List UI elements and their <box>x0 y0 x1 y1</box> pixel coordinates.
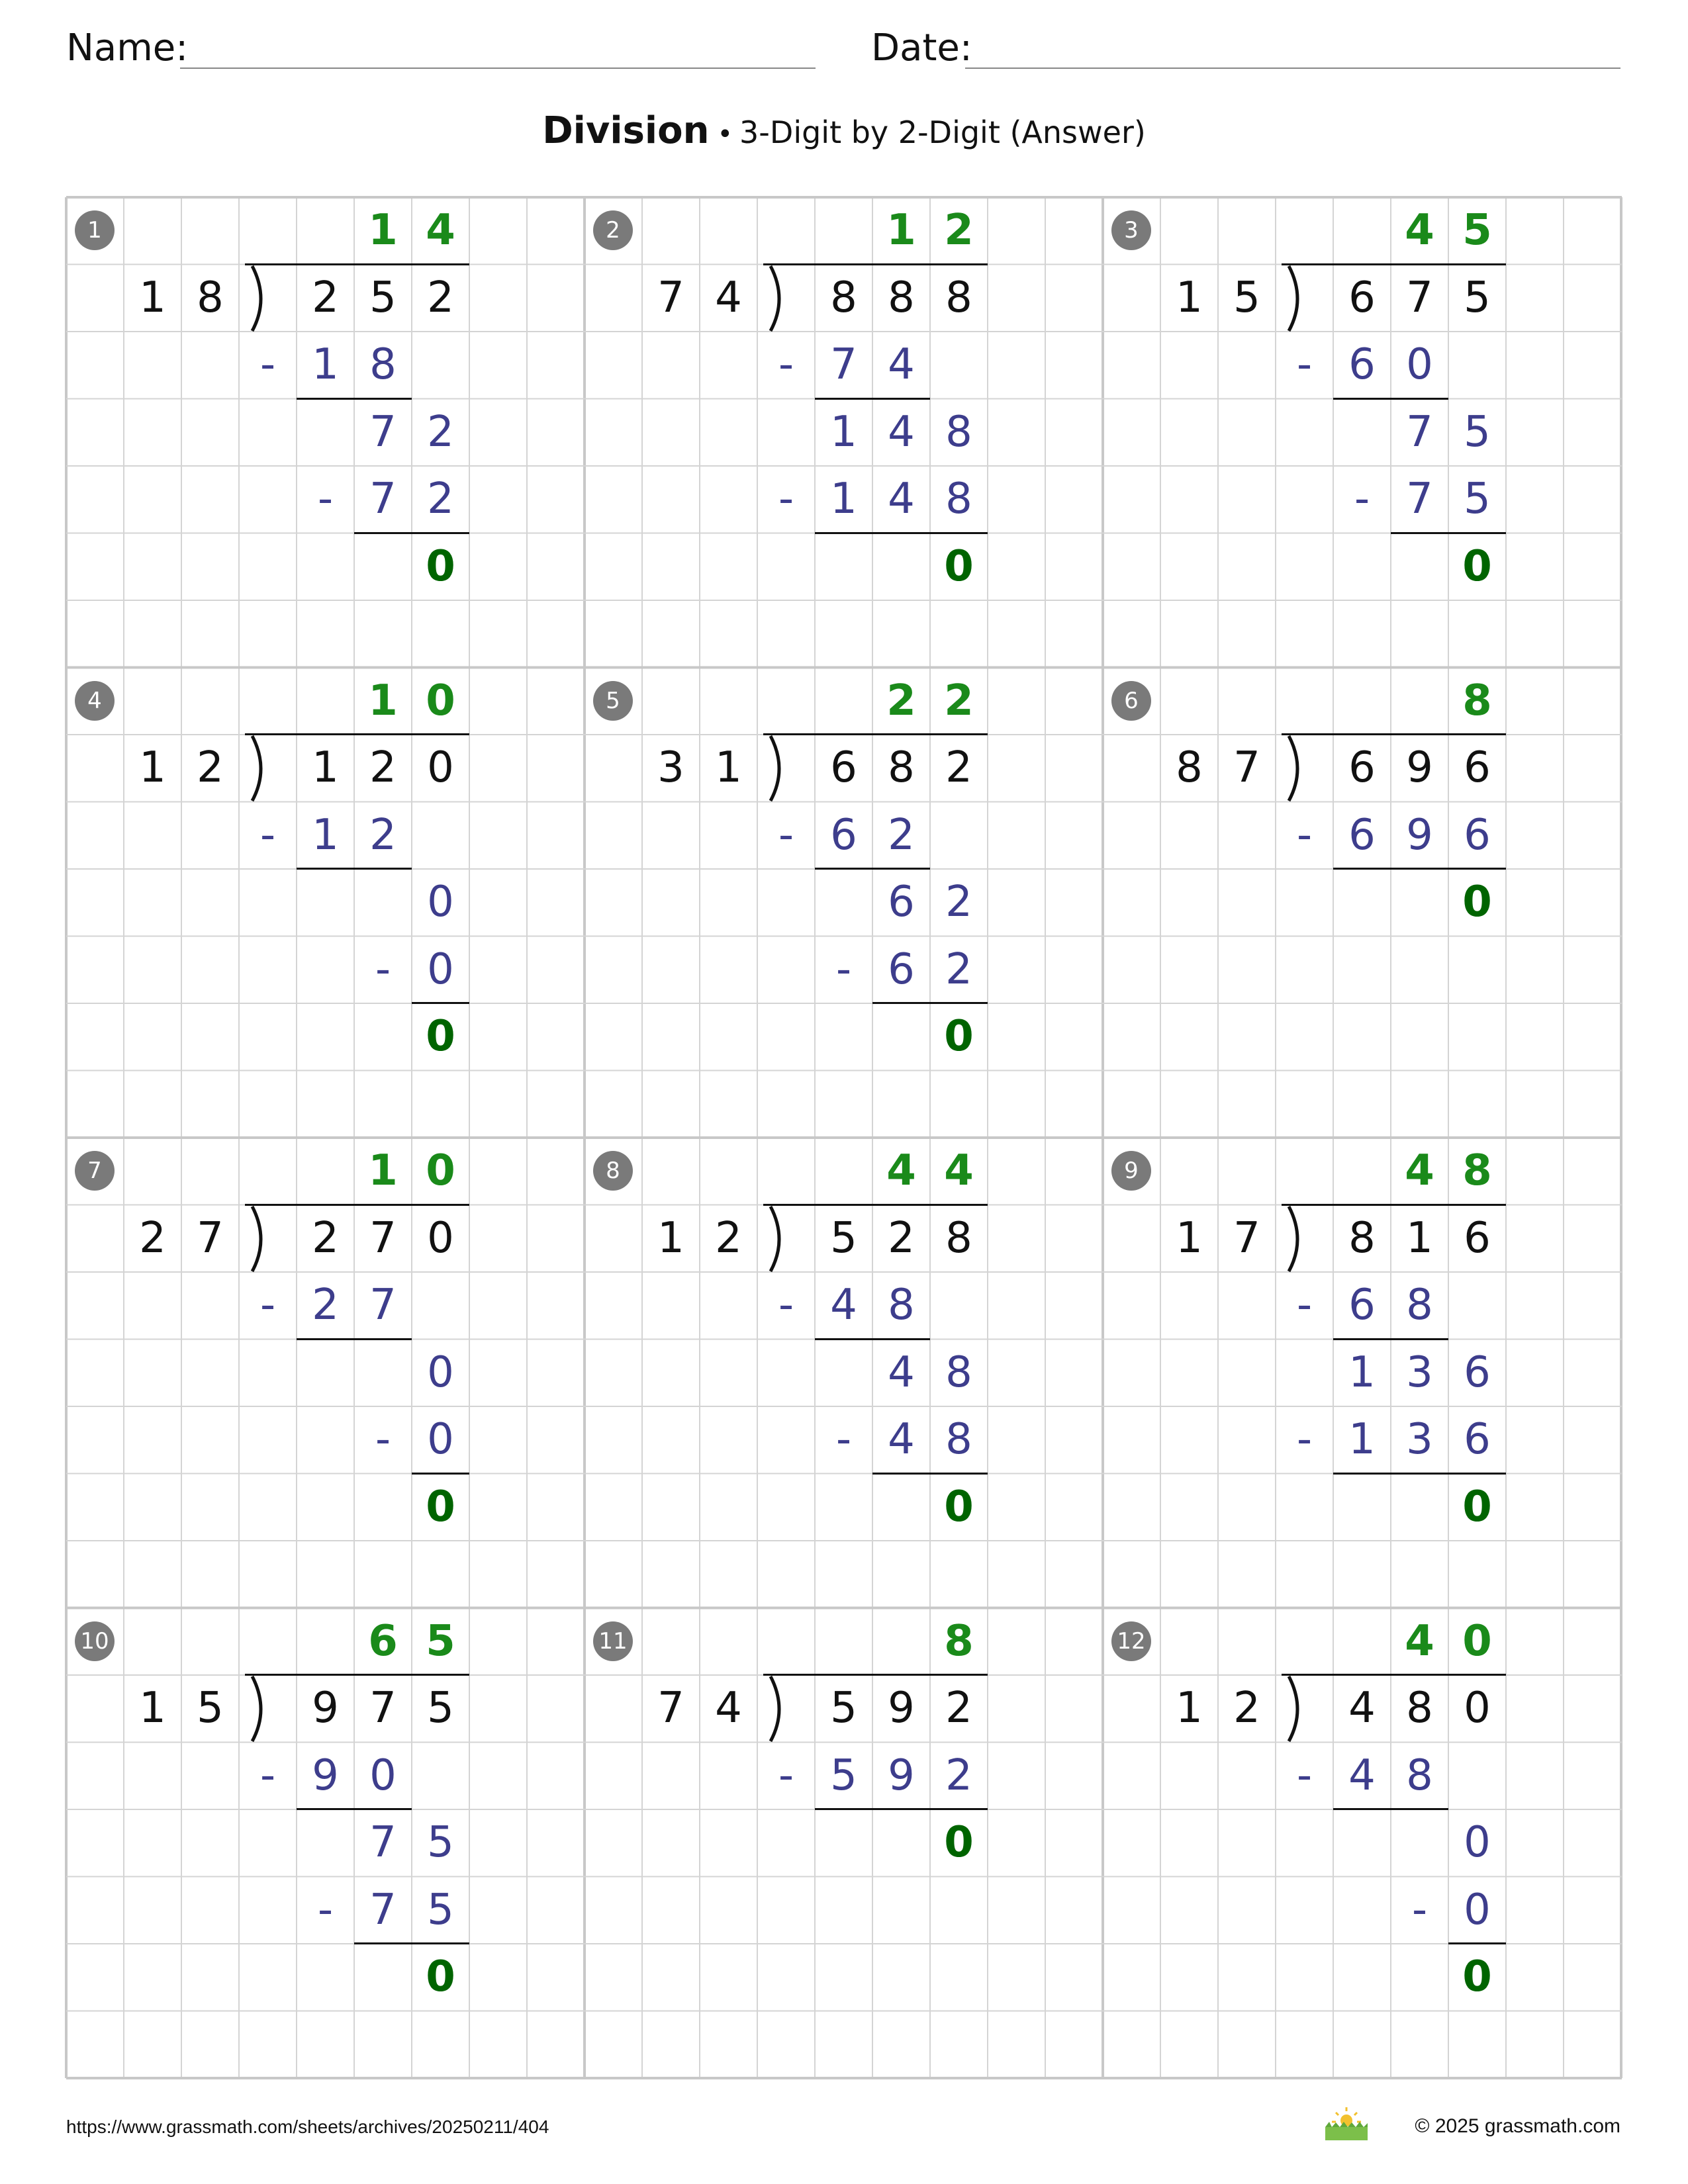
division-bracket-icon <box>248 1205 295 1274</box>
dividend-digit: 8 <box>888 743 915 792</box>
problem-number-badge: 11 <box>593 1621 633 1661</box>
final-remainder-digit: 0 <box>426 1012 455 1061</box>
division-bracket-icon <box>248 735 295 803</box>
minus-sign: - <box>778 1281 794 1330</box>
grass-sun-logo-icon <box>1323 2103 1370 2143</box>
problem-number-badge: 4 <box>75 681 115 721</box>
minus-sign: - <box>778 340 794 389</box>
subtrahend-digit: 0 <box>1464 1885 1491 1934</box>
minus-sign: - <box>835 944 852 994</box>
quotient-digit: 2 <box>944 676 974 725</box>
dividend-digit: 6 <box>1464 1213 1491 1263</box>
subtrahend-digit: 4 <box>888 340 915 389</box>
name-label: Name: <box>66 26 189 69</box>
division-bracket-curve <box>1289 736 1297 801</box>
partial-remainder-digit: 4 <box>888 407 915 457</box>
problem-number-badge: 12 <box>1111 1621 1151 1661</box>
title-separator: • <box>717 119 733 150</box>
subtrahend-digit: 1 <box>312 810 339 860</box>
minus-sign: - <box>1354 475 1370 523</box>
subtrahend-digit: 7 <box>369 475 397 523</box>
final-remainder-digit: 0 <box>1462 541 1492 591</box>
quotient-digit: 4 <box>1405 1616 1434 1666</box>
minus-sign: - <box>778 1751 794 1800</box>
subtrahend-digit: 9 <box>1406 810 1433 860</box>
title-subtitle: 3-Digit by 2-Digit (Answer) <box>739 114 1146 150</box>
dividend-digit: 1 <box>1406 1213 1433 1263</box>
divisor-digit: 2 <box>715 1213 742 1263</box>
minus-sign: - <box>835 1415 852 1464</box>
subtrahend-digit: 8 <box>1406 1281 1433 1330</box>
dividend-digit: 2 <box>945 1684 972 1733</box>
dividend-digit: 8 <box>945 1213 972 1263</box>
minus-sign: - <box>259 340 276 389</box>
subtrahend-digit: 2 <box>427 475 454 523</box>
subtrahend-digit: 4 <box>1348 1751 1376 1800</box>
dividend-digit: 2 <box>427 273 454 322</box>
division-bracket-curve <box>1289 1206 1297 1271</box>
date-label: Date: <box>871 26 972 69</box>
subtrahend-digit: 6 <box>1464 1415 1491 1464</box>
divisor-digit: 1 <box>715 743 742 792</box>
subtrahend-digit: 8 <box>888 1281 915 1330</box>
subtrahend-digit: 0 <box>369 1751 397 1800</box>
divisor-digit: 1 <box>1176 1213 1203 1263</box>
subtrahend-digit: 0 <box>1406 340 1433 389</box>
quotient-digit: 4 <box>1405 206 1434 255</box>
dividend-digit: 9 <box>1406 743 1433 792</box>
dividend-digit: 2 <box>312 1213 339 1263</box>
partial-remainder-digit: 5 <box>427 1818 454 1867</box>
dividend-digit: 1 <box>312 743 339 792</box>
division-bracket-icon <box>1285 1205 1331 1274</box>
final-remainder-digit: 0 <box>426 1482 455 1531</box>
subtrahend-digit: 5 <box>427 1885 454 1934</box>
minus-sign: - <box>317 475 334 523</box>
subtraction-line <box>1333 1808 1448 1810</box>
final-remainder-digit: 0 <box>1462 1952 1492 2001</box>
quotient-digit: 0 <box>426 1146 455 1195</box>
partial-remainder-digit: 3 <box>1406 1347 1433 1397</box>
footer-copyright: © 2025 grassmath.com <box>1415 2115 1620 2137</box>
partial-remainder-digit: 5 <box>1464 407 1491 457</box>
partial-remainder-digit: 0 <box>1464 1818 1491 1867</box>
minus-sign: - <box>778 475 794 523</box>
dividend-digit: 5 <box>830 1684 857 1733</box>
divisor-digit: 8 <box>197 273 224 322</box>
divisor-digit: 7 <box>657 273 684 322</box>
subtrahend-digit: 2 <box>945 1751 972 1800</box>
quotient-digit: 4 <box>886 1146 916 1195</box>
division-bracket-icon <box>1285 735 1331 803</box>
quotient-digit: 8 <box>1462 1146 1492 1195</box>
minus-sign: - <box>1296 810 1313 860</box>
subtrahend-digit: 8 <box>945 1415 972 1464</box>
divisor-digit: 1 <box>139 743 166 792</box>
division-bracket-icon <box>248 265 295 334</box>
partial-remainder-digit: 0 <box>427 878 454 927</box>
subtrahend-digit: 0 <box>427 1415 454 1464</box>
minus-sign: - <box>1411 1885 1428 1934</box>
quotient-digit: 4 <box>944 1146 974 1195</box>
subtrahend-digit: 8 <box>945 475 972 523</box>
divisor-digit: 4 <box>715 1684 742 1733</box>
partial-remainder-digit: 6 <box>1464 1347 1491 1397</box>
division-bracket-icon <box>767 1205 813 1274</box>
dividend-digit: 2 <box>888 1213 915 1263</box>
minus-sign: - <box>1296 340 1313 389</box>
divisor-digit: 1 <box>657 1213 684 1263</box>
division-bracket-curve <box>1289 1676 1297 1741</box>
subtrahend-digit: 7 <box>369 1281 397 1330</box>
partial-remainder-digit: 7 <box>1406 407 1433 457</box>
division-bracket-icon <box>767 735 813 803</box>
division-bracket-curve <box>771 1676 779 1741</box>
divisor-digit: 4 <box>715 273 742 322</box>
subtrahend-digit: 9 <box>312 1751 339 1800</box>
final-remainder-digit: 0 <box>1462 1482 1492 1531</box>
dividend-digit: 6 <box>830 743 857 792</box>
division-bracket-curve <box>252 1206 261 1271</box>
division-bracket-curve <box>252 1676 261 1741</box>
dividend-digit: 6 <box>1348 273 1376 322</box>
quotient-digit: 8 <box>944 1616 974 1666</box>
final-remainder-digit: 0 <box>944 1012 974 1061</box>
dividend-digit: 0 <box>1464 1684 1491 1733</box>
subtrahend-digit: 1 <box>1348 1415 1376 1464</box>
quotient-digit: 1 <box>368 206 398 255</box>
divisor-digit: 2 <box>139 1213 166 1263</box>
subtraction-line <box>297 1338 412 1340</box>
dividend-digit: 8 <box>1348 1213 1376 1263</box>
subtrahend-digit: 4 <box>888 1415 915 1464</box>
divisor-digit: 2 <box>197 743 224 792</box>
problem-number-badge: 10 <box>75 1621 115 1661</box>
title-main: Division <box>542 109 710 152</box>
minus-sign: - <box>259 810 276 860</box>
dividend-digit: 7 <box>369 1684 397 1733</box>
subtrahend-digit: 6 <box>830 810 857 860</box>
minus-sign: - <box>1296 1751 1313 1800</box>
divisor-digit: 7 <box>1233 1213 1260 1263</box>
final-remainder-digit: 0 <box>944 1818 974 1867</box>
division-bracket-icon <box>767 1675 813 1744</box>
quotient-digit: 5 <box>426 1616 455 1666</box>
dividend-digit: 9 <box>888 1684 915 1733</box>
divisor-digit: 3 <box>657 743 684 792</box>
footer-url[interactable]: https://www.grassmath.com/sheets/archives/20250211/404 <box>66 2116 549 2137</box>
subtraction-line <box>297 868 412 870</box>
division-bracket-curve <box>771 266 779 331</box>
partial-remainder-digit: 1 <box>1348 1347 1376 1397</box>
dividend-digit: 5 <box>427 1684 454 1733</box>
final-remainder-digit: 0 <box>1462 878 1492 927</box>
dividend-digit: 8 <box>1406 1684 1433 1733</box>
division-bracket-icon <box>1285 1675 1331 1744</box>
subtrahend-digit: 7 <box>830 340 857 389</box>
minus-sign: - <box>375 944 391 994</box>
problem-number-badge: 8 <box>593 1151 633 1191</box>
quotient-digit: 0 <box>1462 1616 1492 1666</box>
minus-sign: - <box>375 1415 391 1464</box>
dividend-digit: 4 <box>1348 1684 1376 1733</box>
dividend-digit: 6 <box>1464 743 1491 792</box>
dividend-digit: 2 <box>945 743 972 792</box>
subtrahend-digit: 1 <box>830 475 857 523</box>
subtrahend-digit: 6 <box>1464 810 1491 860</box>
minus-sign: - <box>259 1751 276 1800</box>
final-remainder-digit: 0 <box>426 541 455 591</box>
subtrahend-digit: 5 <box>1464 475 1491 523</box>
partial-remainder-digit: 2 <box>945 878 972 927</box>
dividend-digit: 6 <box>1348 743 1376 792</box>
problem-number-badge: 3 <box>1111 210 1151 250</box>
subtrahend-digit: 3 <box>1406 1415 1433 1464</box>
divisor-digit: 7 <box>1233 743 1260 792</box>
partial-remainder-digit: 1 <box>830 407 857 457</box>
subtrahend-digit: 7 <box>369 1885 397 1934</box>
dividend-digit: 0 <box>427 743 454 792</box>
divisor-digit: 7 <box>197 1213 224 1263</box>
division-bracket-icon <box>248 1675 295 1744</box>
division-bracket-curve <box>771 1206 779 1271</box>
subtrahend-digit: 9 <box>888 1751 915 1800</box>
partial-remainder-digit: 6 <box>888 878 915 927</box>
subtrahend-digit: 6 <box>1348 340 1376 389</box>
minus-sign: - <box>1296 1281 1313 1330</box>
quotient-digit: 4 <box>426 206 455 255</box>
final-remainder-digit: 0 <box>426 1952 455 2001</box>
partial-remainder-digit: 2 <box>427 407 454 457</box>
divisor-digit: 7 <box>657 1684 684 1733</box>
final-remainder-digit: 0 <box>944 1482 974 1531</box>
divisor-digit: 1 <box>1176 1684 1203 1733</box>
subtrahend-digit: 0 <box>427 944 454 994</box>
quotient-digit: 6 <box>368 1616 398 1666</box>
dividend-digit: 2 <box>312 273 339 322</box>
minus-sign: - <box>1296 1415 1313 1464</box>
subtrahend-digit: 1 <box>312 340 339 389</box>
final-remainder-digit: 0 <box>944 541 974 591</box>
dividend-digit: 0 <box>427 1213 454 1263</box>
dividend-digit: 5 <box>369 273 397 322</box>
divisor-digit: 1 <box>1176 273 1203 322</box>
problem-number-badge: 9 <box>1111 1151 1151 1191</box>
subtrahend-digit: 6 <box>888 944 915 994</box>
quotient-digit: 1 <box>886 206 916 255</box>
subtrahend-digit: 8 <box>369 340 397 389</box>
subtrahend-digit: 2 <box>369 810 397 860</box>
minus-sign: - <box>317 1885 334 1934</box>
problem-number-badge: 2 <box>593 210 633 250</box>
quotient-digit: 8 <box>1462 676 1492 725</box>
partial-remainder-digit: 8 <box>945 407 972 457</box>
subtrahend-digit: 7 <box>1406 475 1433 523</box>
minus-sign: - <box>259 1281 276 1330</box>
divisor-digit: 5 <box>197 1684 224 1733</box>
minus-sign: - <box>778 810 794 860</box>
dividend-digit: 8 <box>888 273 915 322</box>
problem-number-badge: 5 <box>593 681 633 721</box>
divisor-digit: 8 <box>1176 743 1203 792</box>
divisor-digit: 5 <box>1233 273 1260 322</box>
division-bracket-curve <box>1289 266 1297 331</box>
quotient-digit: 2 <box>886 676 916 725</box>
quotient-digit: 1 <box>368 1146 398 1195</box>
division-bracket-icon <box>1285 265 1331 334</box>
dividend-digit: 5 <box>1464 273 1491 322</box>
dividend-digit: 8 <box>830 273 857 322</box>
divisor-digit: 2 <box>1233 1684 1260 1733</box>
subtrahend-digit: 2 <box>945 944 972 994</box>
quotient-digit: 5 <box>1462 206 1492 255</box>
partial-remainder-digit: 0 <box>427 1347 454 1397</box>
division-bracket-curve <box>252 266 261 331</box>
dividend-digit: 7 <box>1406 273 1433 322</box>
dividend-digit: 8 <box>945 273 972 322</box>
partial-remainder-digit: 4 <box>888 1347 915 1397</box>
subtrahend-digit: 8 <box>1406 1751 1433 1800</box>
partial-remainder-digit: 7 <box>369 1818 397 1867</box>
divisor-digit: 1 <box>139 273 166 322</box>
subtrahend-digit: 6 <box>1348 1281 1376 1330</box>
dividend-digit: 5 <box>830 1213 857 1263</box>
quotient-digit: 2 <box>944 206 974 255</box>
problem-number-badge: 1 <box>75 210 115 250</box>
dividend-digit: 2 <box>369 743 397 792</box>
partial-remainder-digit: 8 <box>945 1347 972 1397</box>
subtrahend-digit: 2 <box>888 810 915 860</box>
division-bracket-curve <box>771 736 779 801</box>
divisor-digit: 1 <box>139 1684 166 1733</box>
division-bracket-icon <box>767 265 813 334</box>
partial-remainder-digit: 7 <box>369 407 397 457</box>
problem-number-badge: 7 <box>75 1151 115 1191</box>
dividend-digit: 9 <box>312 1684 339 1733</box>
subtrahend-digit: 4 <box>830 1281 857 1330</box>
quotient-digit: 0 <box>426 676 455 725</box>
dividend-digit: 7 <box>369 1213 397 1263</box>
subtrahend-digit: 6 <box>1348 810 1376 860</box>
subtrahend-digit: 5 <box>830 1751 857 1800</box>
quotient-digit: 1 <box>368 676 398 725</box>
problem-number-badge: 6 <box>1111 681 1151 721</box>
quotient-digit: 4 <box>1405 1146 1434 1195</box>
subtrahend-digit: 2 <box>312 1281 339 1330</box>
subtrahend-digit: 4 <box>888 475 915 523</box>
division-bracket-curve <box>252 736 261 801</box>
